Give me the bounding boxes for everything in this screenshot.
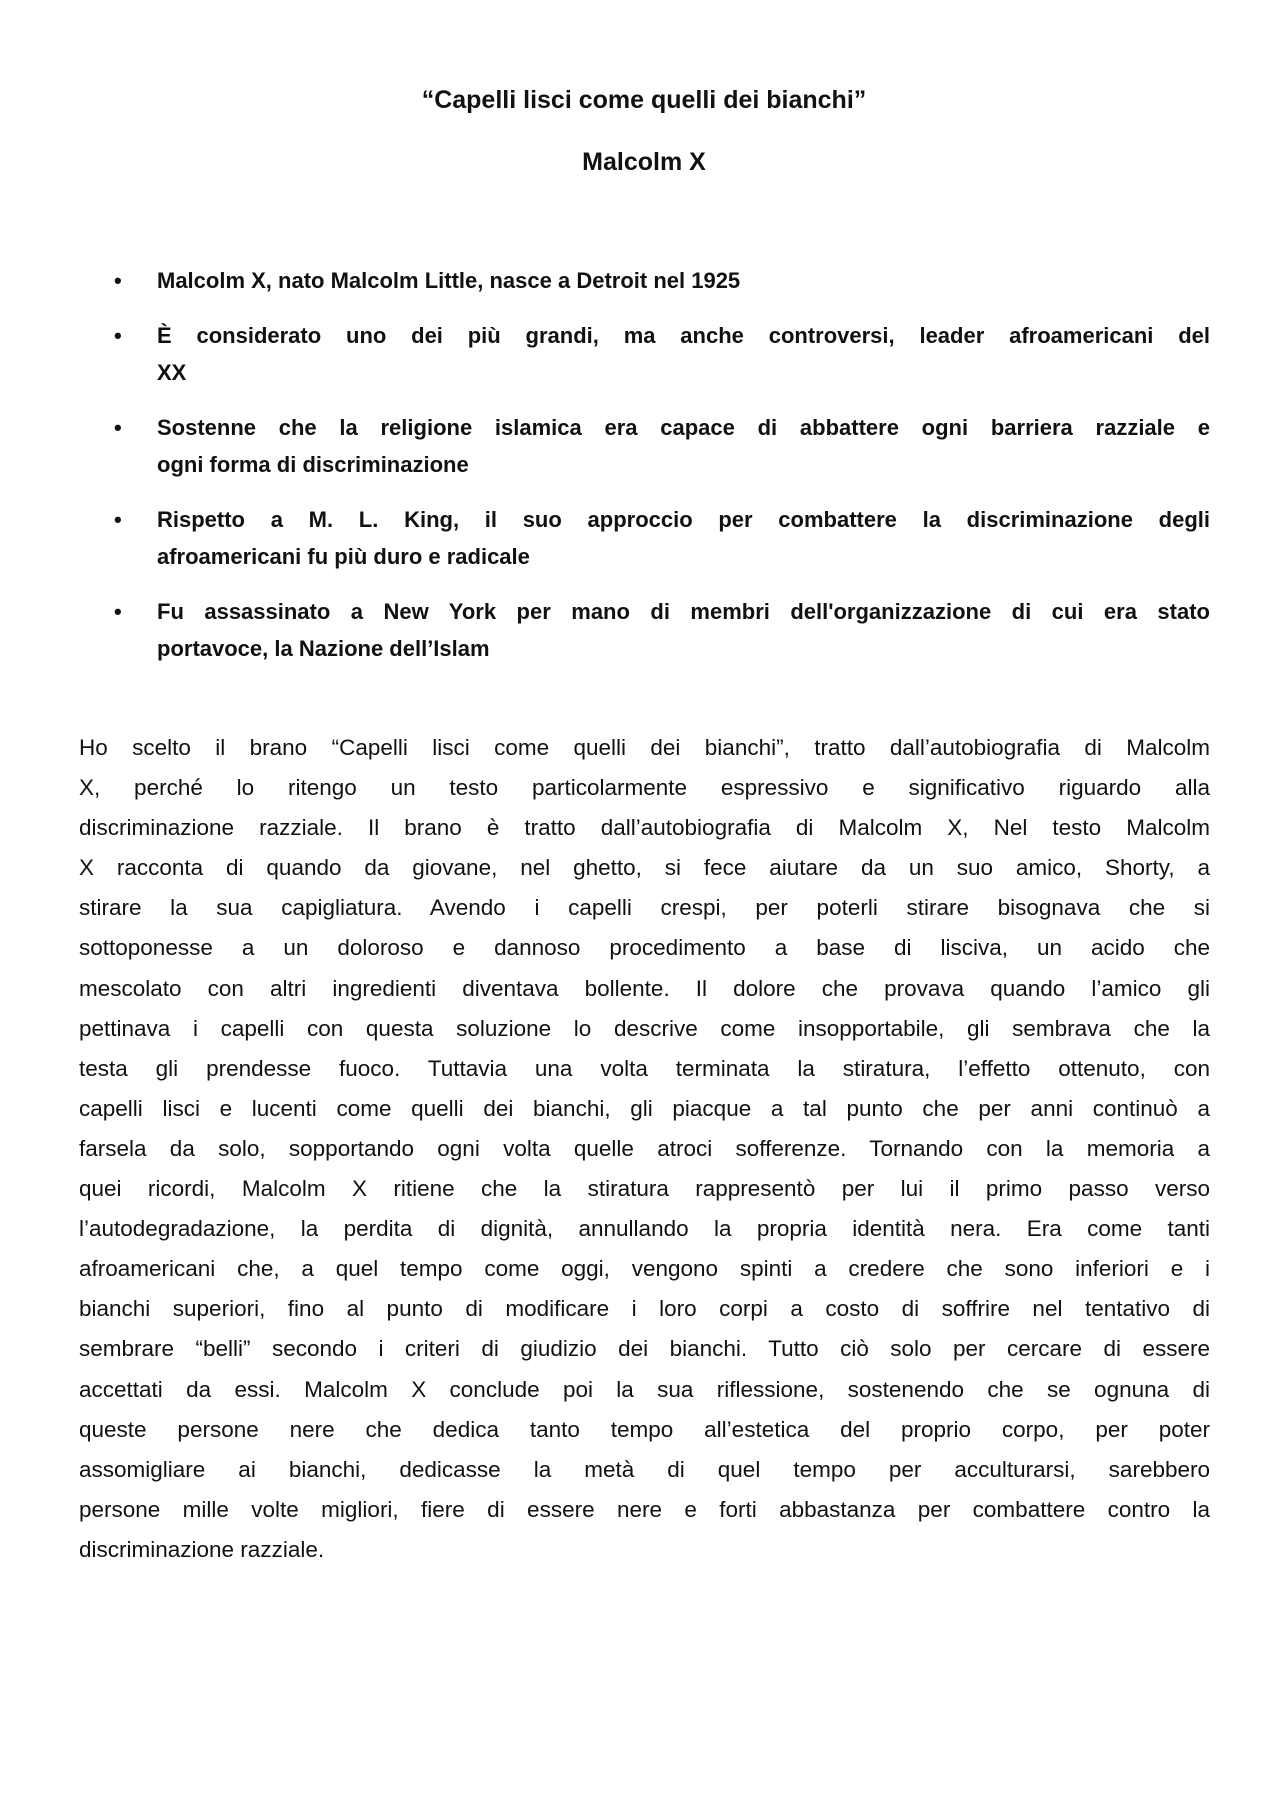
paragraph-line: quei ricordi, Malcolm X ritiene che la stiratura rappresentò per lui il primo passo verso (79, 1176, 1210, 1202)
paragraph-line: mescolato con altri ingredienti diventava bollente. Il dolore che provava quando l’amico gli (79, 975, 1210, 1001)
paragraph-line: stirare la sua capigliatura. Avendo i capelli crespi, per poterli stirare bisognava che si (79, 895, 1210, 921)
paragraph-line: assomigliare ai bianchi, dedicasse la metà di quel tempo per acculturarsi, sarebbero (79, 1456, 1210, 1482)
bullet-line: Malcolm X, nato Malcolm Little, nasce a Detroit nel 1925 (157, 268, 741, 293)
paragraph-line: farsela da solo, sopportando ogni volta quelle atroci sofferenze. Tornando con la memoria a (79, 1135, 1210, 1161)
bullet-item (110, 262, 1210, 299)
bullet-item (110, 593, 1210, 667)
paragraph-line: capelli lisci e lucenti come quelli dei bianchi, gli piacque a tal punto che per anni continuò a (79, 1095, 1210, 1121)
bullet-line: Sostenne che la religione islamica era capace di abbattere ogni barriera razziale e (157, 415, 1210, 440)
document-author: Malcolm X (582, 148, 706, 176)
paragraph-line: bianchi superiori, fino al punto di modificare i loro corpi a costo di soffrire nel tentativo di (79, 1296, 1210, 1322)
paragraph-line: X racconta di quando da giovane, nel ghetto, si fece aiutare da un suo amico, Shorty, a (79, 855, 1210, 881)
bullet-list (110, 262, 1210, 685)
paragraph-line: testa gli prendesse fuoco. Tuttavia una volta terminata la stiratura, l’effetto ottenuto, con (79, 1055, 1210, 1081)
paragraph-line: Ho scelto il brano “Capelli lisci come quelli dei bianchi”, tratto dall’autobiografia di Malcolm (79, 735, 1210, 760)
bullet-dot-icon: • (114, 323, 122, 348)
bullet-line: afroamericani fu più duro e radicale (157, 544, 530, 569)
document-title: “Capelli lisci come quelli dei bianchi” (421, 86, 867, 114)
paragraph-line: afroamericani che, a quel tempo come oggi, vengono spinti a credere che sono inferiori e i (79, 1256, 1210, 1282)
bullet-line: XX (157, 360, 187, 385)
bullet-line: Rispetto a M. L. King, il suo approccio per combattere la discriminazione degli (157, 507, 1210, 532)
bullet-line: Fu assassinato a New York per mano di membri dell'organizzazione di cui era stato (157, 599, 1210, 624)
bullet-item (110, 409, 1210, 483)
bullet-line: ogni forma di discriminazione (157, 452, 469, 477)
bullet-item (110, 501, 1210, 575)
paragraph-line: accettati da essi. Malcolm X conclude poi la sua riflessione, sostenendo che se ognuna di (79, 1376, 1210, 1402)
bullet-line: portavoce, la Nazione dell’Islam (157, 636, 490, 661)
body-paragraph (79, 728, 1210, 1570)
bullet-dot-icon: • (114, 268, 122, 293)
paragraph-line: persone mille volte migliori, fiere di essere nere e forti abbastanza per combattere contro la (79, 1496, 1210, 1522)
bullet-item (110, 317, 1210, 391)
paragraph-line: sottoponesse a un doloroso e dannoso procedimento a base di lisciva, un acido che (79, 935, 1210, 961)
bullet-line: È considerato uno dei più grandi, ma anche controversi, leader afroamericani del (157, 323, 1210, 348)
paragraph-line: l’autodegradazione, la perdita di dignità, annullando la propria identità nera. Era come tanti (79, 1216, 1210, 1242)
bullet-dot-icon: • (114, 415, 122, 440)
paragraph-line: pettinava i capelli con questa soluzione lo descrive come insopportabile, gli sembrava che la (79, 1015, 1210, 1041)
paragraph-line: queste persone nere che dedica tanto tempo all’estetica del proprio corpo, per poter (79, 1416, 1210, 1442)
paragraph-line: discriminazione razziale. (79, 1536, 325, 1562)
paragraph-line: X, perché lo ritengo un testo particolarmente espressivo e significativo riguardo alla (79, 775, 1210, 801)
bullet-dot-icon: • (114, 599, 122, 624)
bullet-dot-icon: • (114, 507, 122, 532)
paragraph-line: discriminazione razziale. Il brano è tratto dall’autobiografia di Malcolm X, Nel testo Malcolm (79, 815, 1210, 841)
paragraph-line: sembrare “belli” secondo i criteri di giudizio dei bianchi. Tutto ciò solo per cercare di essere (79, 1336, 1210, 1362)
